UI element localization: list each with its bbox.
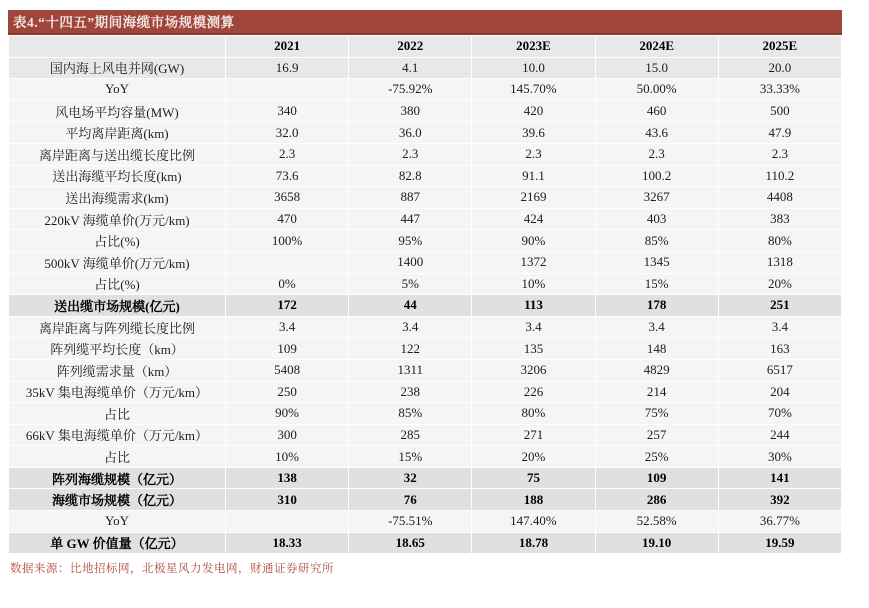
cell-value: 1400 bbox=[349, 251, 472, 273]
cell-value: 470 bbox=[226, 208, 349, 230]
cell-value: 163 bbox=[718, 338, 841, 360]
cell-value: 188 bbox=[472, 489, 595, 511]
cell-value: 257 bbox=[595, 424, 718, 446]
column-header: 2025E bbox=[718, 36, 841, 58]
cell-value: 10% bbox=[472, 273, 595, 295]
cell-value: 52.58% bbox=[595, 511, 718, 533]
cell-value: 39.6 bbox=[472, 122, 595, 144]
cell-value: 16.9 bbox=[226, 57, 349, 79]
cell-value: 3.4 bbox=[349, 316, 472, 338]
cell-value: 145.70% bbox=[472, 79, 595, 101]
cell-value: 3.4 bbox=[226, 316, 349, 338]
row-label: 平均离岸距离(km) bbox=[9, 122, 226, 144]
market-size-table bbox=[8, 35, 842, 554]
table-row bbox=[9, 532, 842, 554]
cell-value: 36.0 bbox=[349, 122, 472, 144]
cell-value: 20% bbox=[472, 446, 595, 468]
table-row bbox=[9, 424, 842, 446]
table-row bbox=[9, 403, 842, 425]
cell-value: 3.4 bbox=[718, 316, 841, 338]
row-label: 海缆市场规模（亿元） bbox=[9, 489, 226, 511]
cell-value: 447 bbox=[349, 208, 472, 230]
corner-cell bbox=[9, 36, 226, 58]
cell-value: 25% bbox=[595, 446, 718, 468]
cell-value: 1372 bbox=[472, 251, 595, 273]
cell-value: 147.40% bbox=[472, 511, 595, 533]
cell-value: 90% bbox=[226, 403, 349, 425]
row-label: 风电场平均容量(MW) bbox=[9, 100, 226, 122]
cell-value: 19.10 bbox=[595, 532, 718, 554]
row-label: 单 GW 价值量（亿元） bbox=[9, 532, 226, 554]
cell-value: 80% bbox=[472, 403, 595, 425]
cell-value: 75% bbox=[595, 403, 718, 425]
cell-value: 10.0 bbox=[472, 57, 595, 79]
row-label: 35kV 集电海缆单价（万元/km） bbox=[9, 381, 226, 403]
cell-value: 300 bbox=[226, 424, 349, 446]
cell-value: 90% bbox=[472, 230, 595, 252]
cell-value: 383 bbox=[718, 208, 841, 230]
table-row bbox=[9, 251, 842, 273]
cell-value: 32.0 bbox=[226, 122, 349, 144]
column-header: 2021 bbox=[226, 36, 349, 58]
cell-value: 403 bbox=[595, 208, 718, 230]
cell-value: 1318 bbox=[718, 251, 841, 273]
row-label: 占比 bbox=[9, 403, 226, 425]
row-label: 阵列缆平均长度（km） bbox=[9, 338, 226, 360]
cell-value: 460 bbox=[595, 100, 718, 122]
cell-value: -75.51% bbox=[349, 511, 472, 533]
cell-value: 33.33% bbox=[718, 79, 841, 101]
table-row bbox=[9, 165, 842, 187]
row-label: 离岸距离与阵列缆长度比例 bbox=[9, 316, 226, 338]
row-label: 送出海缆平均长度(km) bbox=[9, 165, 226, 187]
cell-value: 15% bbox=[349, 446, 472, 468]
table-row bbox=[9, 122, 842, 144]
cell-value: 15% bbox=[595, 273, 718, 295]
column-header: 2022 bbox=[349, 36, 472, 58]
cell-value: 500 bbox=[718, 100, 841, 122]
row-label: 占比 bbox=[9, 446, 226, 468]
table-row bbox=[9, 359, 842, 381]
column-header: 2024E bbox=[595, 36, 718, 58]
cell-value: 226 bbox=[472, 381, 595, 403]
cell-value: 5% bbox=[349, 273, 472, 295]
cell-value: 214 bbox=[595, 381, 718, 403]
table-row bbox=[9, 467, 842, 489]
row-label: 国内海上风电并网(GW) bbox=[9, 57, 226, 79]
row-label: 占比(%) bbox=[9, 273, 226, 295]
cell-value: 2.3 bbox=[595, 143, 718, 165]
cell-value: 20% bbox=[718, 273, 841, 295]
cell-value: 100% bbox=[226, 230, 349, 252]
table-body bbox=[9, 57, 842, 554]
cell-value: 75 bbox=[472, 467, 595, 489]
cell-value: 271 bbox=[472, 424, 595, 446]
cell-value: 85% bbox=[595, 230, 718, 252]
cell-value: 380 bbox=[349, 100, 472, 122]
cell-value: 32 bbox=[349, 467, 472, 489]
cell-value: 178 bbox=[595, 295, 718, 317]
table-row bbox=[9, 381, 842, 403]
table-row bbox=[9, 273, 842, 295]
cell-value: 30% bbox=[718, 446, 841, 468]
cell-value: 73.6 bbox=[226, 165, 349, 187]
cell-value: 95% bbox=[349, 230, 472, 252]
cell-value: 204 bbox=[718, 381, 841, 403]
row-label: 送出海缆需求(km) bbox=[9, 187, 226, 209]
cell-value bbox=[226, 79, 349, 101]
row-label: 阵列缆需求量（km） bbox=[9, 359, 226, 381]
row-label: 66kV 集电海缆单价（万元/km） bbox=[9, 424, 226, 446]
column-header: 2023E bbox=[472, 36, 595, 58]
table-row bbox=[9, 489, 842, 511]
cell-value: 285 bbox=[349, 424, 472, 446]
cell-value: 76 bbox=[349, 489, 472, 511]
table-row bbox=[9, 208, 842, 230]
cell-value: 50.00% bbox=[595, 79, 718, 101]
header-row bbox=[9, 36, 842, 58]
cell-value: 138 bbox=[226, 467, 349, 489]
cell-value: 82.8 bbox=[349, 165, 472, 187]
cell-value: 4829 bbox=[595, 359, 718, 381]
row-label: YoY bbox=[9, 511, 226, 533]
cell-value: 5408 bbox=[226, 359, 349, 381]
cell-value: 2.3 bbox=[349, 143, 472, 165]
cell-value bbox=[226, 251, 349, 273]
row-label: 送出缆市场规模(亿元) bbox=[9, 295, 226, 317]
cell-value: 36.77% bbox=[718, 511, 841, 533]
cell-value: 310 bbox=[226, 489, 349, 511]
table-title: 表4.“十四五”期间海缆市场规模测算 bbox=[8, 10, 842, 35]
report-table-container bbox=[8, 10, 842, 576]
cell-value: 80% bbox=[718, 230, 841, 252]
cell-value: 2.3 bbox=[718, 143, 841, 165]
cell-value: 420 bbox=[472, 100, 595, 122]
cell-value: 44 bbox=[349, 295, 472, 317]
table-row bbox=[9, 230, 842, 252]
row-label: 阵列海缆规模（亿元） bbox=[9, 467, 226, 489]
cell-value: 4408 bbox=[718, 187, 841, 209]
cell-value: 392 bbox=[718, 489, 841, 511]
row-label: 占比(%) bbox=[9, 230, 226, 252]
cell-value: 47.9 bbox=[718, 122, 841, 144]
cell-value: 148 bbox=[595, 338, 718, 360]
cell-value: 20.0 bbox=[718, 57, 841, 79]
cell-value: 238 bbox=[349, 381, 472, 403]
cell-value: 340 bbox=[226, 100, 349, 122]
cell-value: 0% bbox=[226, 273, 349, 295]
table-header bbox=[9, 36, 842, 58]
cell-value: 2.3 bbox=[226, 143, 349, 165]
cell-value: 1345 bbox=[595, 251, 718, 273]
cell-value: 10% bbox=[226, 446, 349, 468]
cell-value: 3206 bbox=[472, 359, 595, 381]
cell-value: 251 bbox=[718, 295, 841, 317]
table-row bbox=[9, 338, 842, 360]
table-row bbox=[9, 295, 842, 317]
cell-value bbox=[226, 511, 349, 533]
cell-value: 109 bbox=[595, 467, 718, 489]
cell-value: 100.2 bbox=[595, 165, 718, 187]
table-row bbox=[9, 57, 842, 79]
cell-value: 19.59 bbox=[718, 532, 841, 554]
cell-value: 18.65 bbox=[349, 532, 472, 554]
cell-value: 6517 bbox=[718, 359, 841, 381]
data-source-note: 数据来源：比地招标网，北极星风力发电网，财通证券研究所 bbox=[10, 563, 334, 576]
cell-value: 286 bbox=[595, 489, 718, 511]
cell-value: 109 bbox=[226, 338, 349, 360]
table-row bbox=[9, 187, 842, 209]
table-row bbox=[9, 143, 842, 165]
cell-value: 18.33 bbox=[226, 532, 349, 554]
cell-value: 91.1 bbox=[472, 165, 595, 187]
cell-value: 3.4 bbox=[472, 316, 595, 338]
cell-value: 18.78 bbox=[472, 532, 595, 554]
row-label: 220kV 海缆单价(万元/km) bbox=[9, 208, 226, 230]
cell-value: 1311 bbox=[349, 359, 472, 381]
cell-value: 70% bbox=[718, 403, 841, 425]
cell-value: 135 bbox=[472, 338, 595, 360]
row-label: YoY bbox=[9, 79, 226, 101]
cell-value: 3658 bbox=[226, 187, 349, 209]
table-row bbox=[9, 446, 842, 468]
cell-value: 4.1 bbox=[349, 57, 472, 79]
cell-value: 244 bbox=[718, 424, 841, 446]
table-row bbox=[9, 79, 842, 101]
cell-value: 2169 bbox=[472, 187, 595, 209]
cell-value: 141 bbox=[718, 467, 841, 489]
row-label: 离岸距离与送出缆长度比例 bbox=[9, 143, 226, 165]
cell-value: 85% bbox=[349, 403, 472, 425]
cell-value: 887 bbox=[349, 187, 472, 209]
cell-value: 122 bbox=[349, 338, 472, 360]
cell-value: 172 bbox=[226, 295, 349, 317]
row-label: 500kV 海缆单价(万元/km) bbox=[9, 251, 226, 273]
table-row bbox=[9, 511, 842, 533]
cell-value: 424 bbox=[472, 208, 595, 230]
table-row bbox=[9, 316, 842, 338]
cell-value: 110.2 bbox=[718, 165, 841, 187]
cell-value: -75.92% bbox=[349, 79, 472, 101]
cell-value: 15.0 bbox=[595, 57, 718, 79]
cell-value: 113 bbox=[472, 295, 595, 317]
cell-value: 43.6 bbox=[595, 122, 718, 144]
table-row bbox=[9, 100, 842, 122]
cell-value: 2.3 bbox=[472, 143, 595, 165]
cell-value: 3267 bbox=[595, 187, 718, 209]
cell-value: 3.4 bbox=[595, 316, 718, 338]
cell-value: 250 bbox=[226, 381, 349, 403]
